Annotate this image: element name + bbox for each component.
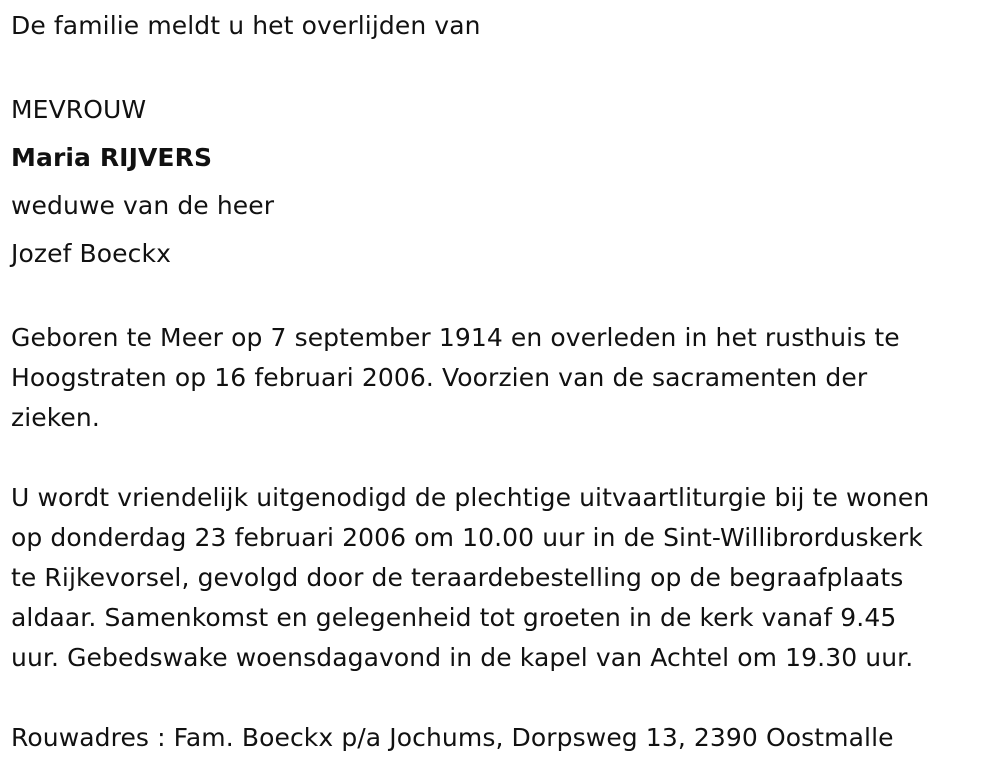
spouse-name: Jozef Boeckx [11,239,171,268]
funeral-paragraph [11,478,991,678]
spacer [11,438,991,478]
paragraph-line: uur. Gebedswake woensdagavond in de kapel van Achtel om 19.30 uur. [11,643,914,672]
obituary-notice [11,6,991,758]
paragraph-line: aldaar. Samenkomst en gelegenheid tot groeten in de kerk vanaf 9.45 [11,603,897,632]
spacer [11,46,991,86]
widow-line: weduwe van de heer [11,191,275,220]
paragraph-line: U wordt vriendelijk uitgenodigd de plechtige uitvaartliturgie bij te wonen [11,483,930,512]
paragraph-line: op donderdag 23 februari 2006 om 10.00 uur in de Sint-Willibrorduskerk [11,523,923,552]
paragraph-line: zieken. [11,403,100,432]
paragraph-line: Geboren te Meer op 7 september 1914 en overleden in het rusthuis te [11,323,900,352]
deceased-name: Maria RIJVERS [11,143,213,172]
paragraph-line: Hoogstraten op 16 februari 2006. Voorzien van de sacramenten der [11,363,868,392]
intro-line: De familie meldt u het overlijden van [11,11,481,40]
spacer [11,678,991,718]
mourning-address: Rouwadres : Fam. Boeckx p/a Jochums, Dorpsweg 13, 2390 Oostmalle [11,723,894,752]
salutation: MEVROUW [11,95,147,124]
paragraph-line: te Rijkevorsel, gevolgd door de teraardebestelling op de begraafplaats [11,563,904,592]
birth-death-paragraph [11,318,991,438]
spacer [11,278,991,318]
